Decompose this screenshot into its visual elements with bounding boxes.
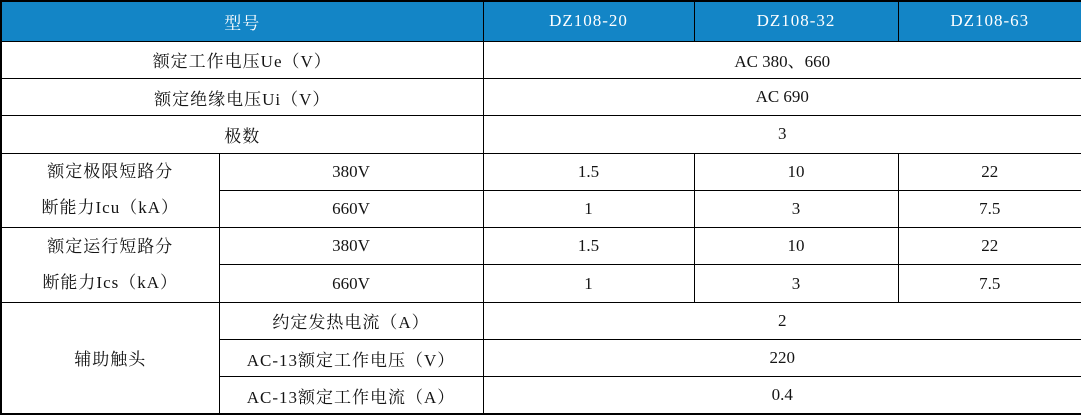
icu-label-line1: 额定极限短路分 <box>47 162 174 182</box>
row-rated-working-voltage <box>1 41 1081 78</box>
icu-group-label-lines <box>2 154 219 226</box>
ics-660-label: 660V <box>219 265 483 302</box>
icu-660-label: 660V <box>219 190 483 227</box>
rated-working-voltage-value: AC 380、660 <box>483 41 1081 78</box>
ics-380-label: 380V <box>219 228 483 265</box>
aux-ac13-current-label: AC-13额定工作电流（A） <box>219 377 483 414</box>
row-aux-thermal <box>1 302 1081 339</box>
col-header-dz108-20: DZ108-20 <box>483 1 694 41</box>
poles-label: 极数 <box>1 116 483 153</box>
ics-group-label <box>1 228 219 303</box>
header-row <box>1 1 1081 41</box>
ics-380-dz108-32: 10 <box>694 228 898 265</box>
ics-group-label-lines <box>2 229 219 301</box>
row-icu-380 <box>1 153 1081 190</box>
ics-380-dz108-20: 1.5 <box>483 228 694 265</box>
aux-ac13-voltage-value: 220 <box>483 339 1081 376</box>
icu-380-dz108-20: 1.5 <box>483 153 694 190</box>
rated-insulation-voltage-value: AC 690 <box>483 79 1081 116</box>
aux-thermal-label: 约定发热电流（A） <box>219 302 483 339</box>
col-header-dz108-63: DZ108-63 <box>898 1 1081 41</box>
icu-380-label: 380V <box>219 153 483 190</box>
icu-380-dz108-32: 10 <box>694 153 898 190</box>
aux-thermal-value: 2 <box>483 302 1081 339</box>
icu-660-dz108-32: 3 <box>694 190 898 227</box>
icu-660-dz108-20: 1 <box>483 190 694 227</box>
poles-value: 3 <box>483 116 1081 153</box>
ics-380-dz108-63: 22 <box>898 228 1081 265</box>
icu-380-dz108-63: 22 <box>898 153 1081 190</box>
icu-660-dz108-63: 7.5 <box>898 190 1081 227</box>
rated-insulation-voltage-label: 额定绝缘电压Ui（V） <box>1 79 483 116</box>
col-header-dz108-32: DZ108-32 <box>694 1 898 41</box>
row-ics-380 <box>1 228 1081 265</box>
ics-660-dz108-20: 1 <box>483 265 694 302</box>
ics-660-dz108-63: 7.5 <box>898 265 1081 302</box>
icu-label-line2: 断能力Icu（kA） <box>41 198 179 218</box>
aux-contact-label: 辅助触头 <box>1 302 219 414</box>
col-header-model: 型号 <box>1 1 483 41</box>
rated-working-voltage-label: 额定工作电压Ue（V） <box>1 41 483 78</box>
ics-660-dz108-32: 3 <box>694 265 898 302</box>
aux-ac13-current-value: 0.4 <box>483 377 1081 414</box>
row-poles <box>1 116 1081 153</box>
ics-label-line2: 断能力Ics（kA） <box>42 272 179 292</box>
icu-group-label <box>1 153 219 228</box>
ics-label-line1: 额定运行短路分 <box>47 236 174 256</box>
aux-ac13-voltage-label: AC-13额定工作电压（V） <box>219 339 483 376</box>
row-rated-insulation-voltage <box>1 79 1081 116</box>
